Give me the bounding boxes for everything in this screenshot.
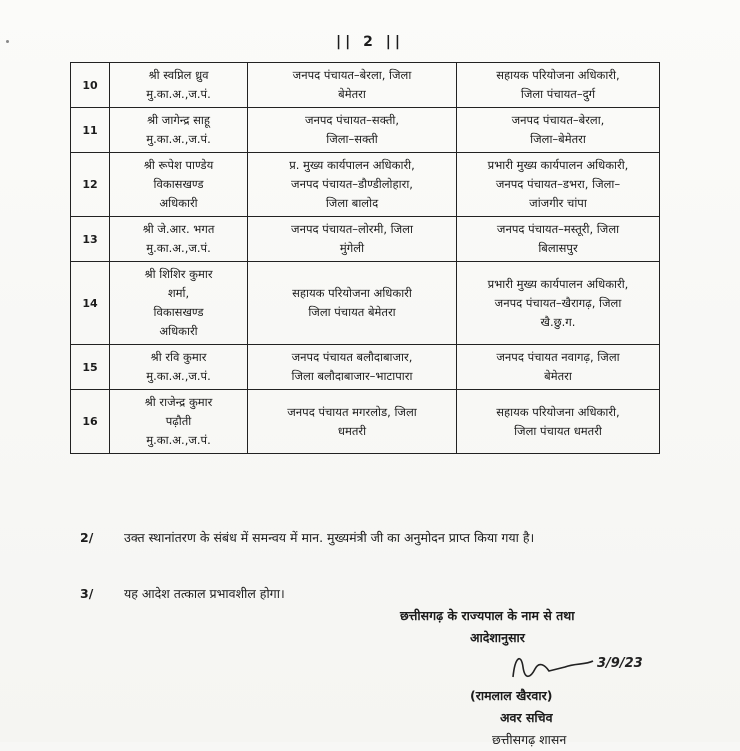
current-posting-line: जिला बालोद (325, 196, 379, 210)
transfer-table (70, 62, 660, 454)
paragraph-text: यह आदेश तत्काल प्रभावशील होगा। (124, 586, 285, 601)
current-posting-line: जनपद पंचायत–डौण्डीलोहारा, (291, 177, 413, 191)
table-row (71, 345, 660, 390)
new-posting-line: जनपद पंचायत–बेरला, (511, 113, 605, 127)
paragraph-text: उक्त स्थानांतरण के संबंध में समन्वय में मान. मुख्यमंत्री जी का अनुमोदन प्राप्त किया गया है। (124, 530, 535, 545)
new-posting-line: बिलासपुर (538, 241, 578, 255)
officer-name-line: श्री रूपेश पाण्डेय (143, 158, 214, 172)
officer-name-line: मु.का.अ.,ज.पं. (146, 369, 211, 383)
new-posting-line: बेमेतरा (544, 369, 572, 383)
signatory-designation: अवर सचिव (500, 710, 553, 725)
paragraph-number: 2/ (80, 530, 94, 545)
new-posting (457, 262, 660, 345)
current-posting-line: जनपद पंचायत–सक्ती, (304, 113, 400, 127)
serial-number: 16 (71, 390, 110, 454)
officer-name-line: श्री जागेन्द्र साहू (147, 113, 210, 127)
table-row (71, 217, 660, 262)
table-row (71, 63, 660, 108)
current-posting (248, 390, 457, 454)
officer-name-line: मु.का.अ.,ज.पं. (146, 241, 211, 255)
serial-number: 11 (71, 108, 110, 153)
current-posting (248, 153, 457, 217)
new-posting-line: जनपद पंचायत–मस्तूरी, जिला (496, 222, 620, 236)
officer-name-line: मु.का.अ.,ज.पं. (146, 87, 211, 101)
current-posting-line: जिला पंचायत बेमेतरा (308, 305, 396, 319)
new-posting (457, 217, 660, 262)
current-posting-line: जिला–सक्ती (326, 132, 378, 146)
officer-name-line: अधिकारी (159, 196, 198, 210)
serial-number: 13 (71, 217, 110, 262)
officer-name-line: श्री रवि कुमार (150, 350, 207, 364)
officer-name (110, 108, 248, 153)
signatory-name: (रामलाल खैरवार) (470, 688, 553, 703)
officer-name-line: मु.का.अ.,ज.पं. (146, 132, 211, 146)
officer-name-line: विकासखण्ड (153, 305, 204, 319)
officer-name-line: श्री जे.आर. भगत (142, 222, 215, 236)
officer-name-line: अधिकारी (159, 324, 198, 338)
new-posting-line: प्रभारी मुख्य कार्यपालन अधिकारी, (487, 158, 629, 172)
new-posting-line: जनपद पंचायत नवागढ़, जिला (496, 350, 620, 364)
officer-name-line: श्री शिशिर कुमार (144, 267, 213, 281)
officer-name (110, 153, 248, 217)
current-posting-line: धमतरी (337, 423, 367, 438)
current-posting-line: जिला बलौदाबाजार–भाटापारा (291, 369, 413, 383)
new-posting-line: जनपद पंचायत–खैरागढ़, जिला (494, 295, 622, 310)
officer-name-line: श्री राजेन्द्र कुमार (144, 395, 213, 409)
officer-name-line: पढ़ौती (165, 414, 192, 428)
officer-name-line: श्री स्वप्निल ध्रुव (148, 68, 209, 82)
officer-name-line: मु.का.अ.,ज.पं. (146, 433, 211, 447)
new-posting-line: खै.छु.ग. (540, 314, 576, 329)
new-posting-line: जांजगीर चांपा (529, 196, 587, 210)
new-posting-line: जिला पंचायत धमतरी (514, 423, 602, 438)
serial-number: 12 (71, 153, 110, 217)
signatory-office: छत्तीसगढ़ शासन (492, 732, 567, 747)
new-posting (457, 63, 660, 108)
officer-name (110, 390, 248, 454)
current-posting-line: जनपद पंचायत–बेरला, जिला (292, 68, 412, 82)
officer-name (110, 262, 248, 345)
current-posting-line: जनपद पंचायत बलौदाबाजार, (291, 350, 413, 364)
current-posting (248, 262, 457, 345)
paragraph-number: 3/ (80, 586, 94, 601)
current-posting (248, 108, 457, 153)
current-posting-line: जनपद पंचायत–लोरमी, जिला (291, 222, 413, 236)
handwritten-signature (505, 647, 655, 687)
signature-block (400, 605, 700, 747)
new-posting (457, 108, 660, 153)
current-posting-line: बेमेतरा (338, 87, 366, 101)
current-posting-line: जनपद पंचायत मगरलोड, जिला (287, 404, 417, 419)
signature-date: 3/9/23 (597, 656, 643, 671)
new-posting-line: प्रभारी मुख्य कार्यपालन अधिकारी, (487, 276, 629, 291)
current-posting-line: प्र. मुख्य कार्यपालन अधिकारी, (289, 158, 415, 172)
new-posting-line: जिला पंचायत–दुर्ग (520, 87, 596, 101)
authority-line: छत्तीसगढ़ के राज्यपाल के नाम से तथा (400, 608, 575, 623)
serial-number: 14 (71, 262, 110, 345)
serial-number: 10 (71, 63, 110, 108)
officer-name (110, 345, 248, 390)
new-posting-line: सहायक परियोजना अधिकारी, (496, 68, 620, 82)
officer-name (110, 217, 248, 262)
page-number: || 2 || (336, 34, 404, 50)
table-row (71, 108, 660, 153)
new-posting (457, 345, 660, 390)
current-posting (248, 217, 457, 262)
officer-name-line: शर्मा, (167, 286, 190, 300)
new-posting (457, 390, 660, 454)
serial-number: 15 (71, 345, 110, 390)
new-posting (457, 153, 660, 217)
table-row (71, 390, 660, 454)
officer-name (110, 63, 248, 108)
current-posting (248, 345, 457, 390)
current-posting-line: मुंगेली (339, 241, 365, 255)
by-order-line: आदेशानुसार (470, 630, 525, 645)
current-posting-line: सहायक परियोजना अधिकारी (292, 286, 412, 300)
new-posting-line: जनपद पंचायत–डभरा, जिला– (495, 177, 621, 191)
table-row (71, 262, 660, 345)
table-row (71, 153, 660, 217)
officer-name-line: विकासखण्ड (153, 177, 204, 191)
current-posting (248, 63, 457, 108)
new-posting-line: सहायक परियोजना अधिकारी, (496, 404, 620, 419)
new-posting-line: जिला–बेमेतरा (530, 132, 586, 146)
